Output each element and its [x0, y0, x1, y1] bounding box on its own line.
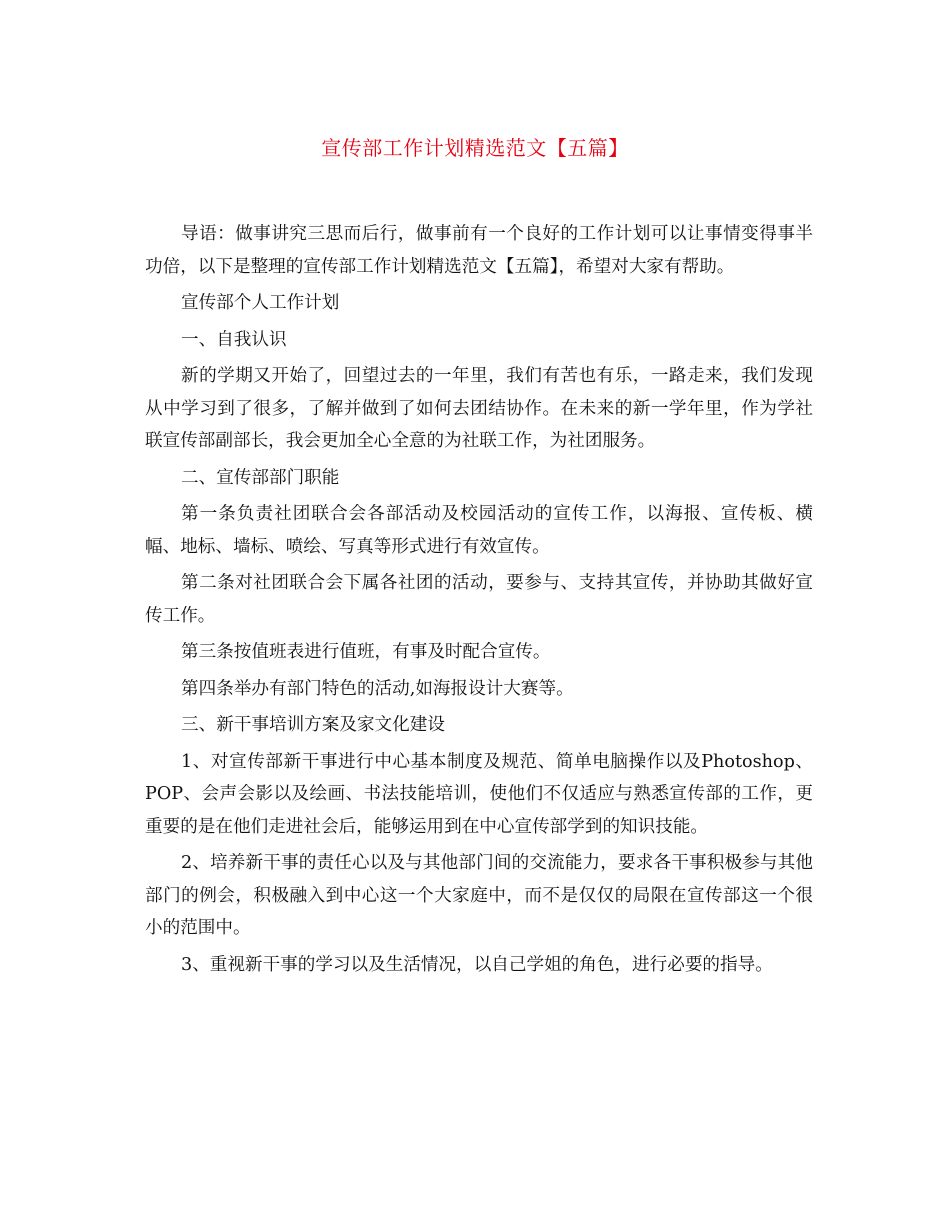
- document-body: [145, 218, 813, 985]
- paragraph-training-1: 1、对宣传部新干事进行中心基本制度及规范、简单电脑操作以及Photoshop、POP、会声会影以及绘画、书法技能培训，使他们不仅适应与熟悉宣传部的工作，更重要的是在他们走进社会后，能够运用到在中心宣传部学到的知识技能。: [145, 751, 813, 837]
- paragraph-heading-plan: 宣传部个人工作计划: [181, 293, 340, 313]
- paragraph-article-3: 第三条按值班表进行值班，有事及时配合宣传。: [181, 642, 551, 662]
- paragraph-article-1: 第一条负责社团联合会各部活动及校园活动的宣传工作，以海报、宣传板、横幅、地标、墙标、喷绘、写真等形式进行有效宣传。: [145, 504, 813, 557]
- document-title: 宣传部工作计划精选范文【五篇】: [321, 136, 629, 160]
- paragraph-heading-self: 一、自我认识: [181, 329, 287, 350]
- paragraph-self: 新的学期又开始了，回望过去的一年里，我们有苦也有乐，一路走来，我们发现从中学习到了很多，了解并做到了如何去团结协作。在未来的新一学年里，作为学社联宣传部副部长，我会更加全心全意的为社联工作，为社团服务。: [145, 366, 813, 451]
- paragraph-intro: 导语：做事讲究三思而后行，做事前有一个良好的工作计划可以让事情变得事半功倍，以下是整理的宣传部工作计划精选范文【五篇】，希望对大家有帮助。: [145, 224, 813, 277]
- paragraph-article-4: 第四条举办有部门特色的活动,如海报设计大赛等。: [181, 678, 574, 699]
- paragraph-training-2: 2、培养新干事的责任心以及与其他部门间的交流能力，要求各干事积极参与其他部门的例会，积极融入到中心这一个大家庭中，而不是仅仅的局限在宣传部这一个很小的范围中。: [145, 853, 813, 938]
- paragraph-heading-duties: 二、宣传部部门职能: [181, 467, 340, 488]
- paragraph-article-2: 第二条对社团联合会下属各社团的活动，要参与、支持其宣传，并协助其做好宣传工作。: [145, 573, 813, 626]
- paragraph-heading-training: 三、新干事培训方案及家文化建设: [181, 715, 445, 735]
- paragraph-training-3: 3、重视新干事的学习以及生活情况，以自己学姐的角色，进行必要的指导。: [181, 954, 773, 975]
